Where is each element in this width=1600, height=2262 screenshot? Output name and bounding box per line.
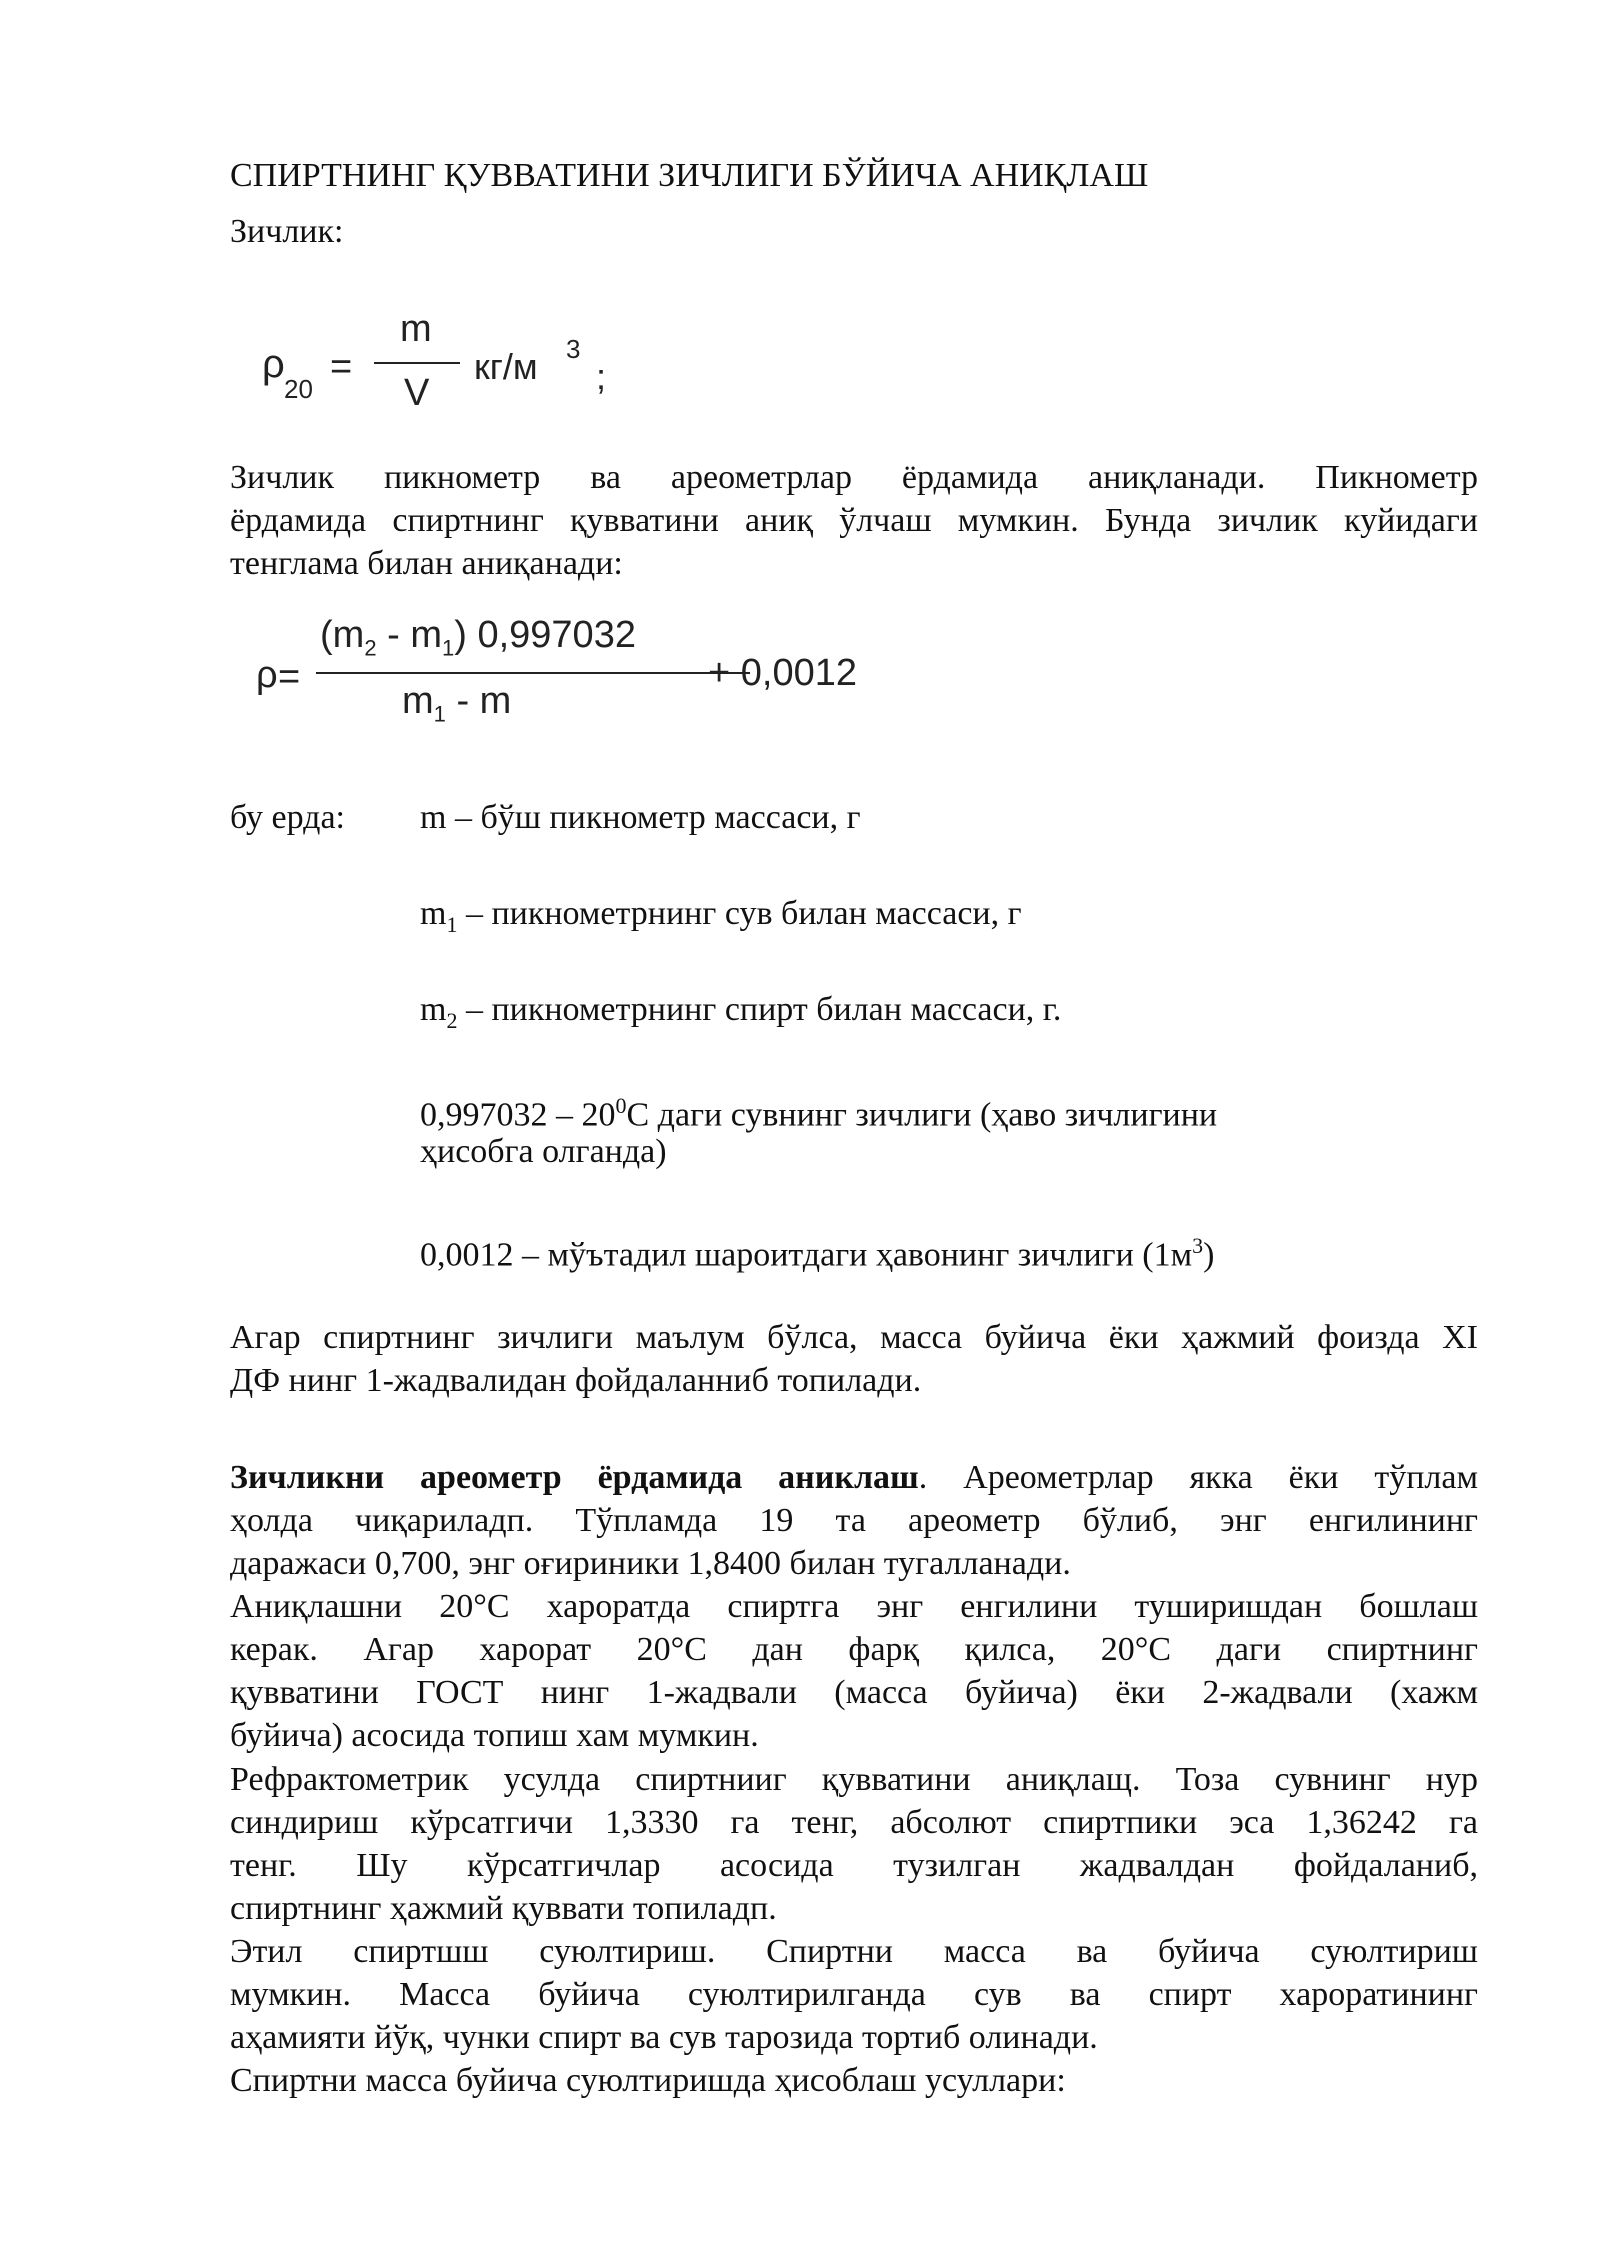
formula2-numerator xyxy=(320,614,636,662)
where-item-m1 xyxy=(420,892,1022,946)
paragraph-known-density xyxy=(230,1316,1478,1402)
formula1-unit: кг/м xyxy=(474,346,538,387)
paragraph-line: Этил спиртшш суюлтириш. Спиртни масса ва буйича суюлтириш xyxy=(230,1933,1478,1970)
paragraph-areometer xyxy=(230,1456,1478,1585)
formula2-num-sub1: 1 xyxy=(442,635,455,661)
paragraph-line: керак. Агар харорат 20°С дан фарқ қилса, 20°С даги спиртнинг xyxy=(230,1631,1478,1668)
paragraph-line: спиртнинг ҳажмий қуввати топиладп. xyxy=(230,1890,777,1927)
item-subscript: 2 xyxy=(446,1007,458,1033)
document-title: СПИРТНИНГ ҚУВВАТИНИ ЗИЧЛИГИ БЎЙИЧА АНИҚЛАШ xyxy=(230,157,1149,194)
where-item-water-density-cont: ҳисобга олганда) xyxy=(420,1133,667,1170)
paragraph-line xyxy=(230,1456,1478,1499)
formula2-fraction-bar xyxy=(316,672,750,674)
formula1-rho: ρ xyxy=(262,342,285,386)
item-text: – пикнометрнинг спирт билан массаси, г. xyxy=(457,991,1062,1028)
paragraph-line: ҳолда чиқариладп. Тўпламда 19 та ареометр бўлиб, энг енгилининг xyxy=(230,1502,1478,1539)
paragraph-temperature xyxy=(230,1585,1478,1757)
formula2-num-open: (m xyxy=(320,614,365,656)
where-item-water-density xyxy=(420,1084,1217,1136)
formula1-rho-sub: 20 xyxy=(284,374,313,404)
item-superscript: 3 xyxy=(1192,1233,1204,1258)
formula2-den-m: m xyxy=(402,680,434,722)
paragraph-line: ДФ нинг 1-жадвалидан фойдаланниб топилади. xyxy=(230,1362,922,1399)
pycnometer-formula xyxy=(256,612,896,742)
item-prefix: m xyxy=(420,895,447,932)
formula2-plus-term: + 0,0012 xyxy=(708,652,857,694)
paragraph-line: синдириш кўрсатгичи 1,3330 га тенг, абсолют спиртпики эса 1,36242 га xyxy=(230,1804,1478,1841)
where-item-m: m – бўш пикнометр массаси, г xyxy=(420,799,861,836)
paragraph-line: ёрдамида спиртнинг қувватини аниқ ўлчаш мумкин. Бунда зичлик куйидаги xyxy=(230,502,1478,539)
formula2-rho: ρ xyxy=(256,654,278,696)
formula1-unit-sup: 3 xyxy=(566,334,581,364)
item-text: ) xyxy=(1203,1236,1215,1274)
where-label: бу ерда: xyxy=(230,799,345,836)
where-item-air-density xyxy=(420,1224,1214,1276)
paragraph-line: аҳамияти йўқ, чунки спирт ва сув тарозида тортиб олинади. xyxy=(230,2019,1098,2056)
paragraph-line: қувватини ГОСТ нинг 1-жадвали (масса буйича) ёки 2-жадвали (хажм xyxy=(230,1674,1478,1711)
formula2-denominator xyxy=(402,680,511,728)
density-formula xyxy=(262,310,622,430)
formula1-semicolon: ; xyxy=(596,356,607,397)
formula2-den-rest: - m xyxy=(445,680,512,722)
paragraph-line: Агар спиртнинг зичлиги маълум бўлса, масса буйича ёки ҳажмий фоизда XI xyxy=(230,1319,1478,1356)
paragraph-line: Зичлик пикнометр ва ареометрлар ёрдамида аниқланади. Пикнометр xyxy=(230,459,1478,496)
paragraph-line: даражаси 0,700, энг оғириники 1,8400 билан тугалланади. xyxy=(230,1545,1071,1582)
item-prefix: m xyxy=(420,991,447,1028)
formula2-equals: = xyxy=(278,656,301,698)
item-subscript: 1 xyxy=(446,911,458,937)
paragraph-calc-methods xyxy=(230,2059,1478,2102)
formula1-fraction-bar xyxy=(374,362,460,364)
item-prefix: 0,997032 – 20 xyxy=(420,1096,616,1134)
bold-heading: Зичликни ареометр ёрдамида аниклаш xyxy=(230,1459,919,1496)
paragraph-line: Рефрактометрик усулда спиртнииг қувватини аниқлащ. Тоза сувнинг нур xyxy=(230,1761,1478,1798)
item-superscript: 0 xyxy=(615,1093,627,1118)
heading-rest: . Ареометрлар якка ёки тўплам xyxy=(918,1459,1479,1496)
formula2-num-close: ) 0,997032 xyxy=(454,614,636,656)
paragraph-line: тенглама билан аниқанади: xyxy=(230,545,623,582)
paragraph-line: буйича) асосида топиш хам мумкин. xyxy=(230,1717,759,1754)
formula1-numerator: m xyxy=(400,308,432,350)
where-item-m2 xyxy=(420,988,1061,1042)
formula2-num-sub2: 2 xyxy=(364,635,377,661)
formula2-den-sub1: 1 xyxy=(433,701,446,727)
paragraph-line: Аниқлашни 20°С хароратда спиртга энг енгилини туширишдан бошлаш xyxy=(230,1588,1478,1625)
formula2-num-minus: - m xyxy=(376,614,442,656)
item-text: С даги сувнинг зичлиги (ҳаво зичлигини xyxy=(626,1096,1218,1134)
paragraph-line: мумкин. Масса буйича суюлтирилганда сув ва спирт хароратининг xyxy=(230,1976,1478,2013)
item-text: – пикнометрнинг сув билан массаси, г xyxy=(457,895,1022,932)
formula1-denominator: V xyxy=(404,372,430,414)
paragraph-line: тенг. Шу кўрсатгичлар асосида тузилган жадвалдан фойдаланиб, xyxy=(230,1847,1478,1884)
paragraph-dilution xyxy=(230,1930,1478,2059)
item-prefix: 0,0012 – мўътадил шароитдаги ҳавонинг зичлиги (1м xyxy=(420,1236,1193,1274)
paragraph-line: Спиртни масса буйича суюлтиришда ҳисоблаш усуллари: xyxy=(230,2062,1066,2099)
density-label: Зичлик: xyxy=(230,213,344,250)
formula1-equals: = xyxy=(330,346,353,388)
paragraph-pycnometer xyxy=(230,456,1478,585)
paragraph-refractometry xyxy=(230,1758,1478,1930)
